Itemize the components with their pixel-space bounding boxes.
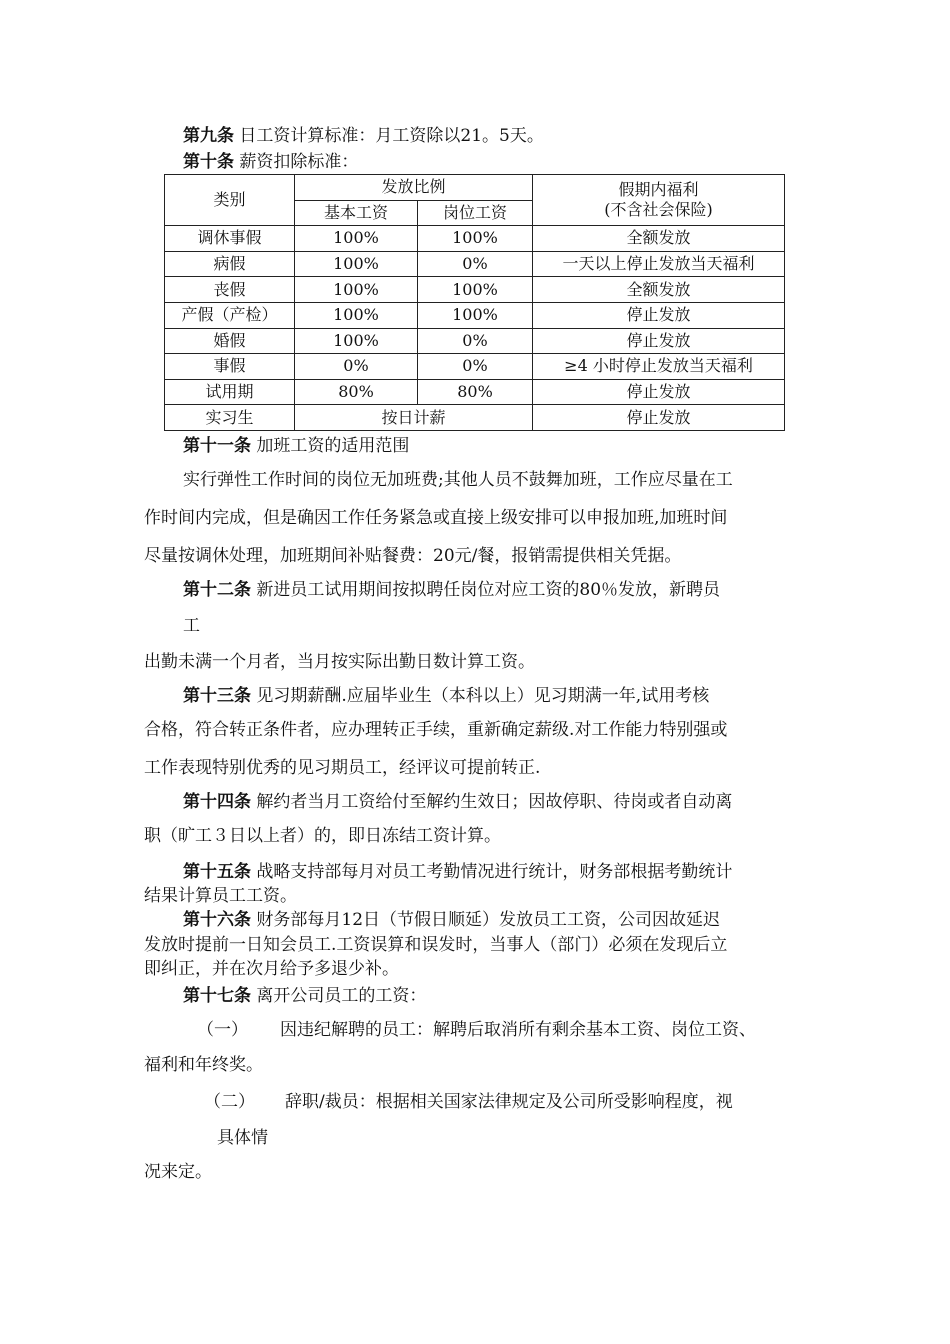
- article-14-line: 职（旷工３日以上者）的，即日冻结工资计算。: [144, 826, 501, 846]
- article-16-line: 即纠正，并在次月给予多退少补。: [144, 959, 399, 979]
- table-row: 婚假 100% 0% 停止发放: [165, 328, 785, 354]
- header-basic: 基本工资: [295, 200, 418, 226]
- article-14: 第十四条 解约者当月工资给付至解约生效日；因故停职、待岗或者自动离: [183, 792, 733, 812]
- article-11-line: 作时间内完成，但是确因工作任务紧急或直接上级安排可以申报加班,加班时间: [144, 508, 728, 528]
- header-category: 类别: [165, 175, 295, 226]
- article-12-line: 工: [183, 616, 200, 636]
- article-10: 第十条 薪资扣除标准：: [183, 152, 359, 172]
- table-row: 产假（产检） 100% 100% 停止发放: [165, 302, 785, 328]
- item-1-line: 福利和年终奖。: [144, 1055, 263, 1075]
- table-row: 病假 100% 0% 一天以上停止发放当天福利: [165, 251, 785, 277]
- table-row: 丧假 100% 100% 全额发放: [165, 277, 785, 303]
- article-16: 第十六条 财务部每月12日（节假日顺延）发放员工工资，公司因故延迟: [183, 910, 721, 930]
- salary-deduction-table: [164, 174, 785, 431]
- table-row: 调休事假 100% 100% 全额发放: [165, 226, 785, 252]
- article-16-line: 发放时提前一日知会员工.工资误算和误发时，当事人（部门）必须在发现后立: [144, 935, 728, 955]
- article-9: 第九条 日工资计算标准：月工资除以21。5天。: [183, 126, 544, 146]
- item-2-number: （二）: [204, 1092, 255, 1112]
- item-2-line: 具体情: [217, 1128, 268, 1148]
- article-17: 第十七条 离开公司员工的工资：: [183, 986, 427, 1006]
- article-12: 第十二条 新进员工试用期间按拟聘任岗位对应工资的80％发放，新聘员: [183, 580, 721, 600]
- article-15: 第十五条 战略支持部每月对员工考勤情况进行统计，财务部根据考勤统计: [183, 862, 733, 882]
- table-row: 实习生 按日计薪 停止发放: [165, 405, 785, 431]
- article-13: 第十三条 见习期薪酬.应届毕业生（本科以上）见习期满一年,试用考核: [183, 686, 710, 706]
- header-post: 岗位工资: [418, 200, 533, 226]
- article-11-line: 实行弹性工作时间的岗位无加班费;其他人员不鼓舞加班，工作应尽量在工: [183, 470, 733, 490]
- header-welfare: 假期内福利 (不含社会保险): [533, 175, 785, 226]
- table-row: 试用期 80% 80% 停止发放: [165, 379, 785, 405]
- table-row: 事假 0% 0% ≥4 小时停止发放当天福利: [165, 354, 785, 380]
- article-15-line: 结果计算员工工资。: [144, 886, 297, 906]
- header-ratio: 发放比例: [295, 175, 533, 201]
- article-11-line: 尽量按调休处理，加班期间补贴餐费：20元/餐，报销需提供相关凭据。: [144, 546, 682, 566]
- item-1-number: （一）: [197, 1020, 248, 1040]
- article-12-line: 出勤未满一个月者，当月按实际出勤日数计算工资。: [144, 652, 535, 672]
- article-11-title: 第十一条 加班工资的适用范围: [183, 436, 410, 456]
- article-13-line: 合格，符合转正条件者，应办理转正手续，重新确定薪级.对工作能力特别强或: [144, 720, 728, 740]
- article-13-line: 工作表现特别优秀的见习期员工，经评议可提前转正.: [144, 758, 541, 778]
- item-2-line: 况来定。: [144, 1162, 212, 1182]
- item-2-text: 辞职/裁员：根据相关国家法律规定及公司所受影响程度，视: [285, 1092, 733, 1112]
- item-1-text: 因违纪解聘的员工：解聘后取消所有剩余基本工资、岗位工资、: [280, 1020, 756, 1040]
